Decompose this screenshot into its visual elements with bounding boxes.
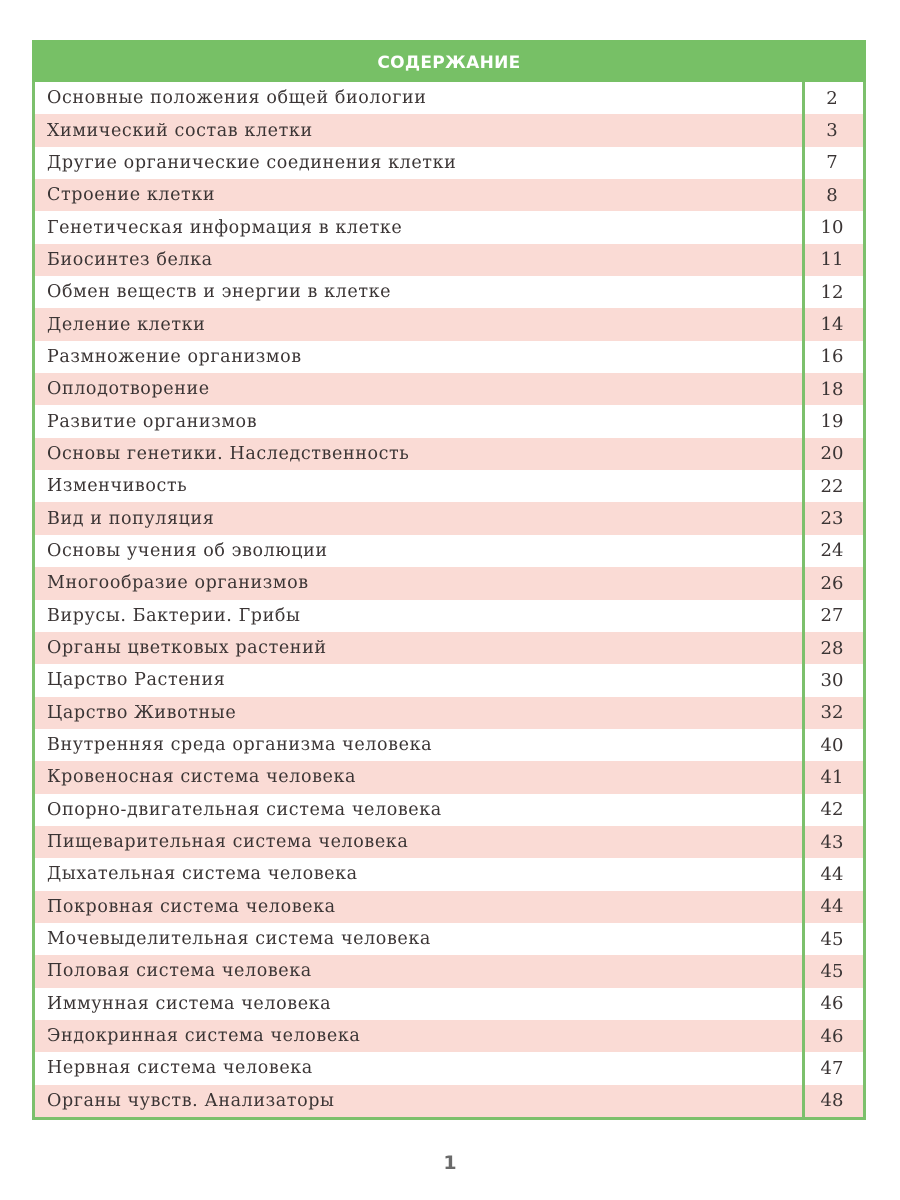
toc-row[interactable] <box>35 179 863 211</box>
toc-topic: Дыхательная система человека <box>47 864 358 885</box>
toc-topic: Основы учения об эволюции <box>47 540 328 561</box>
toc-topic: Царство Растения <box>47 670 226 691</box>
toc-topic: Вид и популяция <box>47 508 215 529</box>
toc-page-number: 47 <box>802 1052 863 1084</box>
toc-topic: Вирусы. Бактерии. Грибы <box>47 605 301 626</box>
toc-row[interactable] <box>35 632 863 664</box>
toc-page-number: 46 <box>802 1020 863 1052</box>
toc-topic: Обмен веществ и энергии в клетке <box>47 282 392 303</box>
toc-row[interactable] <box>35 438 863 470</box>
toc-topic: Органы чувств. Анализаторы <box>47 1090 335 1111</box>
toc-page-number: 19 <box>802 405 863 437</box>
toc-topic: Кровеносная система человека <box>47 767 357 788</box>
toc-topic: Пищеварительная система человека <box>47 832 409 853</box>
toc-page-number: 20 <box>802 438 863 470</box>
toc-page-number: 24 <box>802 535 863 567</box>
toc-page-number: 46 <box>802 988 863 1020</box>
toc-page-number: 16 <box>802 341 863 373</box>
toc-row[interactable] <box>35 697 863 729</box>
toc-row[interactable] <box>35 405 863 437</box>
toc-topic: Биосинтез белка <box>47 249 213 270</box>
toc-page-number: 43 <box>802 826 863 858</box>
toc-topic: Развитие организмов <box>47 411 258 432</box>
toc-topic: Эндокринная система человека <box>47 1026 361 1047</box>
toc-page-number: 22 <box>802 470 863 502</box>
toc-header <box>32 40 866 82</box>
toc-row[interactable] <box>35 147 863 179</box>
toc-topic: Мочевыделительная система человека <box>47 929 431 950</box>
toc-title: СОДЕРЖАНИЕ <box>377 52 521 73</box>
toc-row[interactable] <box>35 858 863 890</box>
toc-row[interactable] <box>35 955 863 987</box>
toc-page-number: 23 <box>802 502 863 534</box>
toc-row[interactable] <box>35 794 863 826</box>
toc-page-number: 10 <box>802 211 863 243</box>
toc-page-number: 18 <box>802 373 863 405</box>
toc-row[interactable] <box>35 470 863 502</box>
toc-row[interactable] <box>35 891 863 923</box>
toc-topic: Половая система человека <box>47 961 312 982</box>
toc-topic: Генетическая информация в клетке <box>47 217 403 238</box>
toc-row[interactable] <box>35 502 863 534</box>
toc-topic: Нервная система человека <box>47 1058 313 1079</box>
toc-row[interactable] <box>35 826 863 858</box>
toc-topic: Основные положения общей биологии <box>47 88 427 109</box>
toc-page-number: 44 <box>802 858 863 890</box>
toc-topic: Иммунная система человека <box>47 993 332 1014</box>
toc-page-number: 40 <box>802 729 863 761</box>
toc-page-number: 27 <box>802 600 863 632</box>
toc-page-number: 8 <box>802 179 863 211</box>
toc-topic: Другие органические соединения клетки <box>47 152 457 173</box>
toc-topic: Многообразие организмов <box>47 573 309 594</box>
toc-row[interactable] <box>35 373 863 405</box>
toc-row[interactable] <box>35 600 863 632</box>
toc-topic: Внутренняя среда организма человека <box>47 735 433 756</box>
toc-row[interactable] <box>35 82 863 114</box>
toc-row[interactable] <box>35 211 863 243</box>
toc-topic: Покровная система человека <box>47 896 336 917</box>
toc-page-number: 41 <box>802 761 863 793</box>
toc-row[interactable] <box>35 988 863 1020</box>
toc-row[interactable] <box>35 664 863 696</box>
toc-page-number: 28 <box>802 632 863 664</box>
toc-row[interactable] <box>35 244 863 276</box>
toc-page-number: 2 <box>802 82 863 114</box>
toc-row[interactable] <box>35 1052 863 1084</box>
toc-row[interactable] <box>35 1020 863 1052</box>
toc-topic: Органы цветковых растений <box>47 638 327 659</box>
toc-page-number: 42 <box>802 794 863 826</box>
toc-row[interactable] <box>35 308 863 340</box>
toc-topic: Оплодотворение <box>47 379 210 400</box>
toc-page-number: 30 <box>802 664 863 696</box>
toc-topic: Химический состав клетки <box>47 120 313 141</box>
toc-page-number: 48 <box>802 1085 863 1117</box>
toc-topic: Размножение организмов <box>47 346 302 367</box>
toc-row[interactable] <box>35 761 863 793</box>
toc-topic: Основы генетики. Наследственность <box>47 443 410 464</box>
toc-topic: Изменчивость <box>47 476 188 497</box>
table-of-contents <box>32 40 866 1120</box>
page-number: 1 <box>443 1152 457 1174</box>
toc-page-number: 45 <box>802 923 863 955</box>
toc-page-number: 12 <box>802 276 863 308</box>
toc-row[interactable] <box>35 1085 863 1117</box>
toc-page-number: 14 <box>802 308 863 340</box>
toc-row[interactable] <box>35 276 863 308</box>
toc-page-number: 45 <box>802 955 863 987</box>
toc-page-number: 44 <box>802 891 863 923</box>
toc-row[interactable] <box>35 923 863 955</box>
toc-row[interactable] <box>35 729 863 761</box>
toc-row[interactable] <box>35 341 863 373</box>
toc-topic: Строение клетки <box>47 185 216 206</box>
toc-page-number: 32 <box>802 697 863 729</box>
toc-row[interactable] <box>35 567 863 599</box>
toc-page-number: 11 <box>802 244 863 276</box>
toc-row[interactable] <box>35 535 863 567</box>
toc-body <box>35 82 863 1117</box>
toc-topic: Деление клетки <box>47 314 206 335</box>
toc-page-number: 7 <box>802 147 863 179</box>
toc-page-number: 3 <box>802 114 863 146</box>
toc-topic: Опорно-двигательная система человека <box>47 799 442 820</box>
toc-topic: Царство Животные <box>47 702 237 723</box>
toc-page-number: 26 <box>802 567 863 599</box>
toc-row[interactable] <box>35 114 863 146</box>
